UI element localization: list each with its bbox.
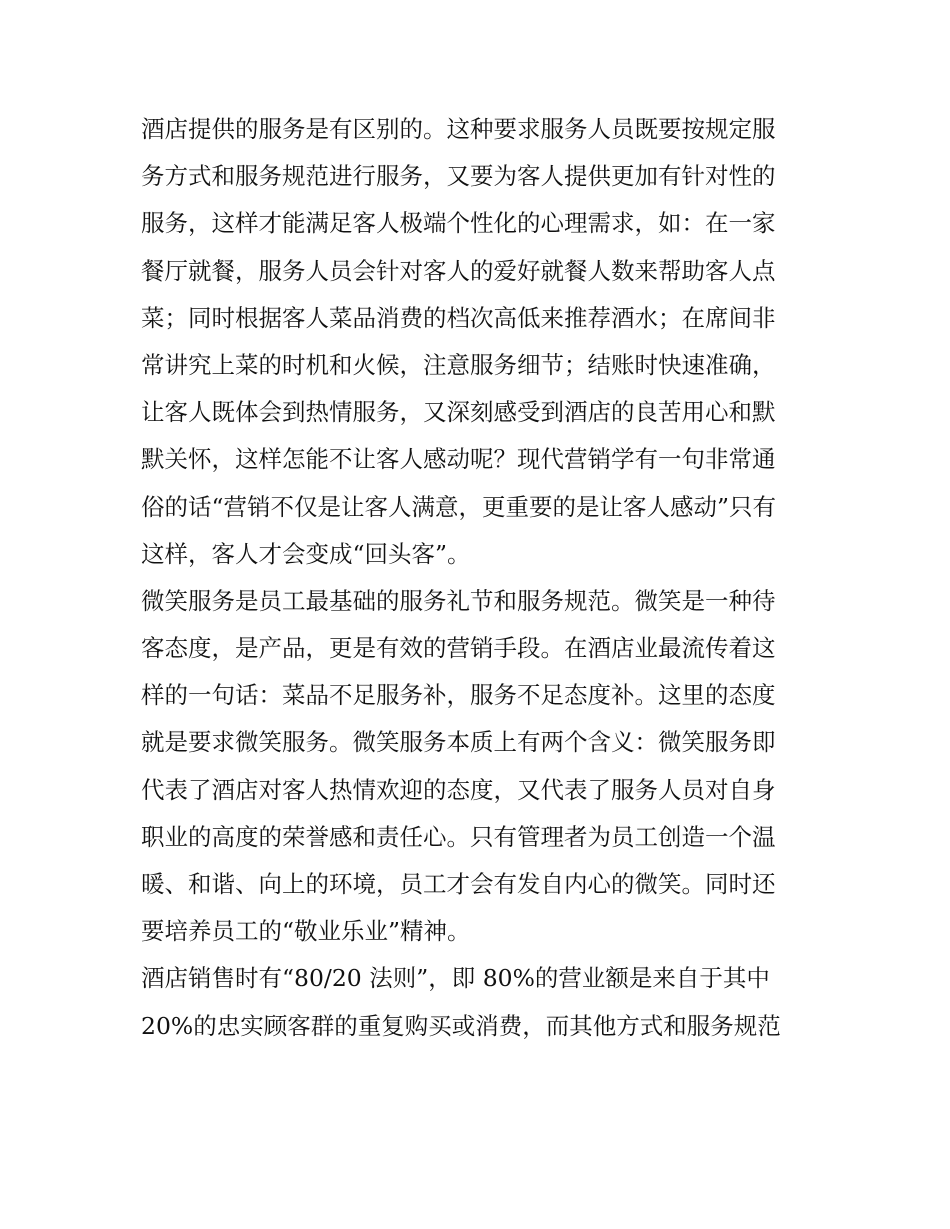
text-line: 酒店提供的服务是有区别的。这种要求服务人员既要按规定服 — [141, 115, 776, 143]
text-line: 微笑服务是员工最基础的服务礼节和服务规范。微笑是一种待 — [141, 586, 776, 615]
text-line: 要培养员工的“敬业乐业”精神。 — [141, 917, 471, 946]
text-line: 20%的忠实顾客群的重复购买或消费，而其他方式和服务规范 — [141, 1011, 781, 1040]
text-line: 餐厅就餐，服务人员会针对客人的爱好就餐人数来帮助客人点 — [141, 256, 776, 285]
text-line: 俗的话“营销不仅是让客人满意，更重要的是让客人感动”只有 — [141, 492, 777, 521]
text-line: 样的一句话：菜品不足服务补，服务不足态度补。这里的态度 — [141, 681, 776, 710]
text-line: 务方式和服务规范进行服务，又要为客人提供更加有针对性的 — [141, 162, 776, 191]
text-line: 酒店销售时有“80/20 法则”，即 80%的营业额是来自于其中 — [141, 964, 770, 993]
body-text — [141, 106, 821, 1050]
text-line: 就是要求微笑服务。微笑服务本质上有两个含义：微笑服务即 — [141, 728, 776, 757]
text-line: 常讲究上菜的时机和火候，注意服务细节；结账时快速准确， — [141, 350, 776, 379]
text-line: 客态度，是产品，更是有效的营销手段。在酒店业最流传着这 — [141, 634, 776, 663]
text-line: 让客人既体会到热情服务，又深刻感受到酒店的良苦用心和默 — [141, 398, 776, 427]
text-line: 暖、和谐、向上的环境，员工才会有发自内心的微笑。同时还 — [141, 870, 776, 898]
text-line: 代表了酒店对客人热情欢迎的态度，又代表了服务人员对自身 — [141, 775, 776, 804]
text-line: 菜；同时根据客人菜品消费的档次高低来推荐酒水；在席间非 — [141, 303, 776, 332]
text-line: 默关怀，这样怎能不让客人感动呢？现代营销学有一句非常通 — [141, 445, 776, 474]
text-line: 服务，这样才能满足客人极端个性化的心理需求，如：在一家 — [141, 209, 776, 238]
text-line: 职业的高度的荣誉感和责任心。只有管理者为员工创造一个温 — [141, 822, 776, 851]
text-line: 这样，客人才会变成“回头客”。 — [141, 539, 471, 568]
